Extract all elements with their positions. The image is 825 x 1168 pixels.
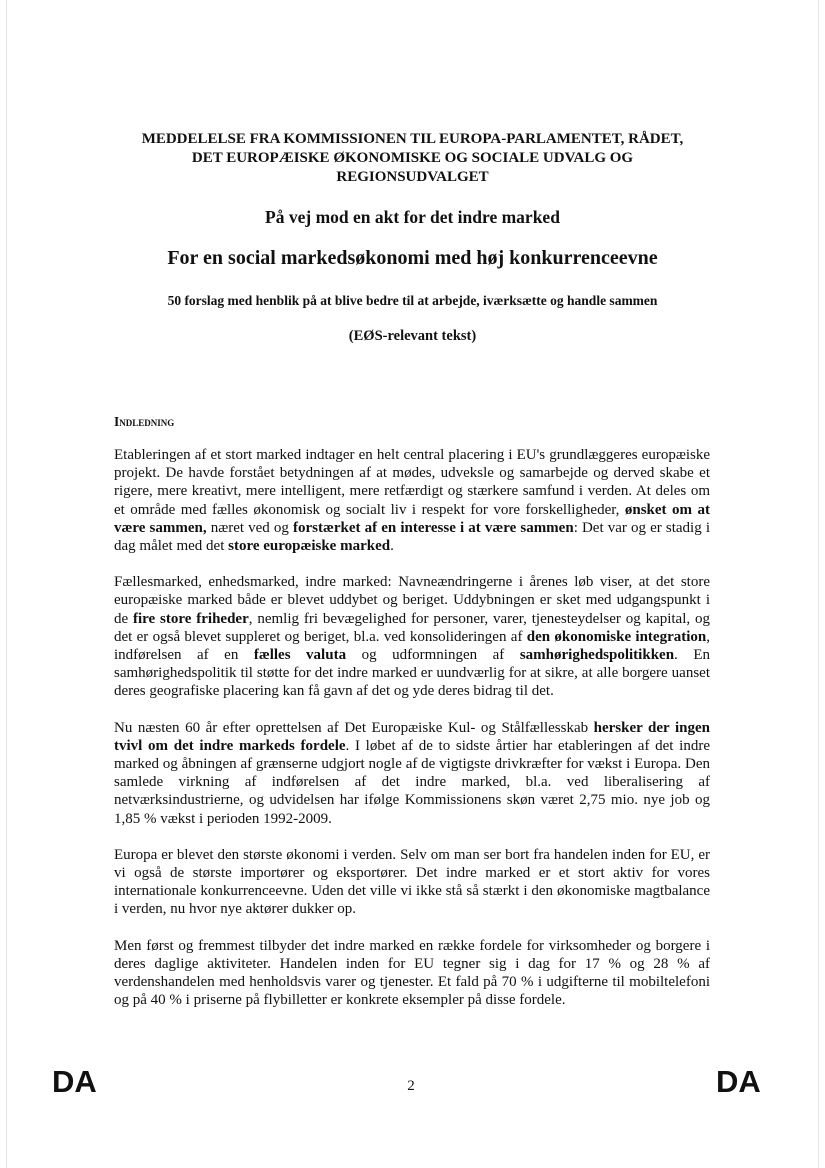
section-heading: Indledning (114, 414, 175, 429)
paragraph-2 (114, 573, 710, 700)
paragraph-3 (114, 719, 710, 828)
p3-bold-1: hersker der ingen tvivl om det indre markeds fordele (114, 719, 710, 754)
body-text (114, 446, 710, 1027)
language-code-left: DA (52, 1064, 97, 1099)
p2-text-a: Fællesmarked, enhedsmarked, indre marked: Navneændringerne i årenes løb viser, at det store europæiske marked både er blevet uddybet og beriget. Uddybningen er sket med udgangspunkt i de (114, 574, 710, 627)
p2-bold-1: fire store friheder (133, 610, 249, 627)
paragraph-4: Europa er blevet den største økonomi i verden. Selv om man ser bort fra handelen inden for EU, er vi også de største importører og eksportører. Det indre marked er et stort aktiv for vores internationale konkurrenceevne. Uden det ville vi ikke stå så stærkt i den økonomiske magtbalance i verden, nu hvor nye aktører dukker op. (114, 846, 710, 918)
p3-text-c: . I løbet af de to sidste årtier har etableringen af det indre marked og åbningen af grænserne udgjort nogle af de vigtigste drivkræfter for vækst i Europa. Den samlede virkning af indførelsen af det indre marked, bl.a. ved liberalisering af netværksindustrierne, og udvidelsen har ifølge Kommissionens skøn været 2,75 mio. nye job og 1,85 % vækst i perioden 1992-2009. (114, 737, 710, 827)
p1-text-c: næret ved og (206, 519, 294, 536)
p1-bold-1: ønsket om at være sammen, (114, 501, 710, 536)
scan-edge-right (818, 0, 819, 1168)
title-line-1: MEDDELELSE FRA KOMMISSIONEN TIL EUROPA-PARLAMENTET, RÅDET, (141, 131, 684, 147)
p1-text-a: Etableringen af et stort marked indtager en helt central placering i EU's grundlæggeres europæiske projekt. De havde forstået betydningen af at mødes, udveksle og samarbejde og derved skabe et rigere, mere kreativt, mere intelligent, mere retfærdigt og stærkere samfund i verden. At deles om et område med fælles økonomisk og socialt liv i respekt for vore forskelligheder, (114, 447, 710, 518)
p2-text-c: , nemlig fri bevægelighed for personer, varer, tjenesteydelser og kapital, og det er også blevet suppleret og beriget, bl.a. ved konsolideringen af (114, 610, 710, 645)
p2-text-d: , indførelsen af en (114, 628, 710, 664)
document-title (110, 130, 715, 187)
p2-bold-3: fælles valuta (253, 647, 347, 664)
subtitle-proposals: 50 forslag med henblik på at blive bedre til at arbejde, iværksætte og handle sammen (167, 293, 658, 308)
p2-text-e: og udformningen af (346, 647, 520, 664)
subtitle-main: For en social markedsøkonomi med høj konkurrenceevne (167, 247, 658, 269)
p1-bold-2: forstærket af en interesse i at være sammen (293, 519, 574, 536)
p2-bold-4: samhørighedspolitikken (519, 647, 675, 664)
p2-text-f: . En samhørighedspolitik til støtte for det indre marked er uundværlig for at sikre, at alle borgere uanset deres geografiske placering kan få gavn af det og yde deres bidrag til det. (114, 647, 710, 700)
subtitle-act: På vej mod en akt for det indre marked (265, 207, 560, 227)
language-code-right: DA (716, 1064, 761, 1099)
page-number: 2 (407, 1078, 415, 1094)
p2-bold-2: den økonomiske integration (526, 628, 707, 645)
p1-text-e: . (390, 538, 394, 555)
eea-note: (EØS-relevant tekst) (348, 328, 477, 344)
p1-text-d: : Det var og er stadig i dag målet med det (114, 519, 710, 555)
title-line-2: DET EUROPÆISKE ØKONOMISKE OG SOCIALE UDVALG OG (191, 150, 634, 166)
paragraph-1 (114, 446, 710, 555)
p1-bold-3: store europæiske marked (228, 538, 391, 555)
p3-text-a: Nu næsten 60 år efter oprettelsen af Det Europæiske Kul- og Stålfællesskab (114, 719, 594, 736)
paragraph-5: Men først og fremmest tilbyder det indre marked en række fordele for virksomheder og borgere i deres daglige aktiviteter. Handelen inden for EU tegner sig i dag for 17 % og 28 % af verdenshandelen med henholdsvis varer og tjenester. Et fald på 70 % i udgifterne til mobiltelefoni og på 40 % i priserne på flybilletter er konkrete eksempler på disse fordele. (114, 937, 710, 1009)
scan-edge-left (6, 0, 7, 1168)
title-line-3: REGIONSUDVALGET (336, 169, 489, 185)
